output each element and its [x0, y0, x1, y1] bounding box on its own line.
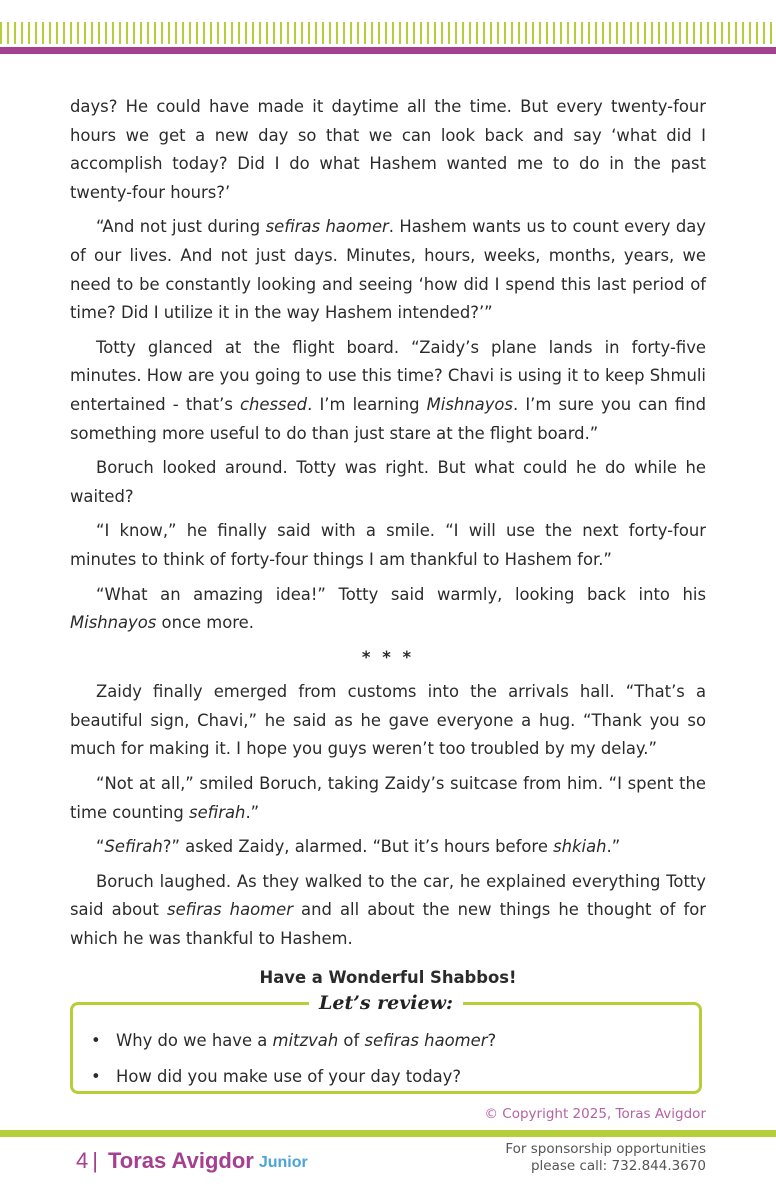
footer-separator: |	[92, 1148, 98, 1173]
sponsorship-line: For sponsorship opportunities	[505, 1141, 706, 1157]
page-number: 4	[76, 1148, 89, 1173]
paragraph-6: “What an amazing idea!” Totty said warmly, looking back into his Mishnayos once more.	[70, 584, 706, 633]
paragraph-3: Totty glanced at the flight board. “Zaidy’s plane lands in forty-five minutes. How are you going to use this time? Chavi is using it to keep Shmuli entertained - that’s chessed. I’m learning Mishnayos. I’m sure you can find something more useful to do than just stare at the flight board.”	[70, 337, 707, 443]
paragraph-7: Zaidy finally emerged from customs into the arrivals hall. “That’s a beautiful sign, Chavi,” he said as he gave everyone a hug. “Thank you so much for making it. I hope you guys weren’t too troubled by my delay.”	[70, 682, 706, 759]
top-decorative-ticks	[0, 22, 776, 44]
brand-junior-label: Junior	[258, 1154, 308, 1171]
brand-logo-text: Toras Avigdor	[107, 1148, 254, 1173]
paragraph-2: “And not just during sefiras haomer. Hashem wants us to count every day of our lives. And not just days. Minutes, hours, weeks, months, years, we need to be constantly looking and seeing ‘how did I spend this last period of time? Did I utilize it in the way Hashem intended?’”	[70, 217, 706, 323]
bottom-accent-bar	[0, 1130, 776, 1137]
sponsorship-phone: please call: 732.844.3670	[530, 1158, 706, 1174]
footer-branding	[76, 1144, 308, 1178]
review-list	[73, 1005, 699, 1095]
closing-greeting: Have a Wonderful Shabbos!	[259, 967, 517, 987]
paragraph-9: “Sefirah?” asked Zaidy, alarmed. “But it’s hours before shkiah.”	[96, 837, 621, 857]
section-break: * * *	[361, 647, 415, 667]
sponsorship-info	[505, 1141, 706, 1175]
paragraph-5: “I know,” he finally said with a smile. “I will use the next forty-four minutes to think of forty-four things I am thankful to Hashem for.”	[70, 521, 706, 569]
review-box	[70, 992, 702, 1094]
copyright-notice: © Copyright 2025, Toras Avigdor	[484, 1106, 706, 1122]
review-title: Let’s review:	[309, 989, 463, 1017]
story-body	[70, 93, 706, 992]
top-accent-bar	[0, 47, 776, 54]
bullet-icon: •	[91, 1031, 101, 1050]
paragraph-1: days? He could have made it daytime all the time. But every twenty-four hours we get a new day so that we can look back and say ‘what did I accomplish today? Did I do what Hashem wanted me to do in the past twenty-four hours?’	[70, 97, 706, 202]
review-question-2: • How did you make use of your day today?	[89, 1059, 699, 1095]
paragraph-4: Boruch looked around. Totty was right. But what could he do while he waited?	[70, 458, 706, 506]
review-question-1: • Why do we have a mitzvah of sefiras haomer?	[89, 1023, 699, 1059]
paragraph-8: “Not at all,” smiled Boruch, taking Zaidy’s suitcase from him. “I spent the time counting sefirah.”	[70, 774, 706, 822]
paragraph-10: Boruch laughed. As they walked to the car, he explained everything Totty said about sefiras haomer and all about the new things he thought of for which he was thankful to Hashem.	[70, 871, 706, 949]
bullet-icon: •	[91, 1067, 101, 1086]
